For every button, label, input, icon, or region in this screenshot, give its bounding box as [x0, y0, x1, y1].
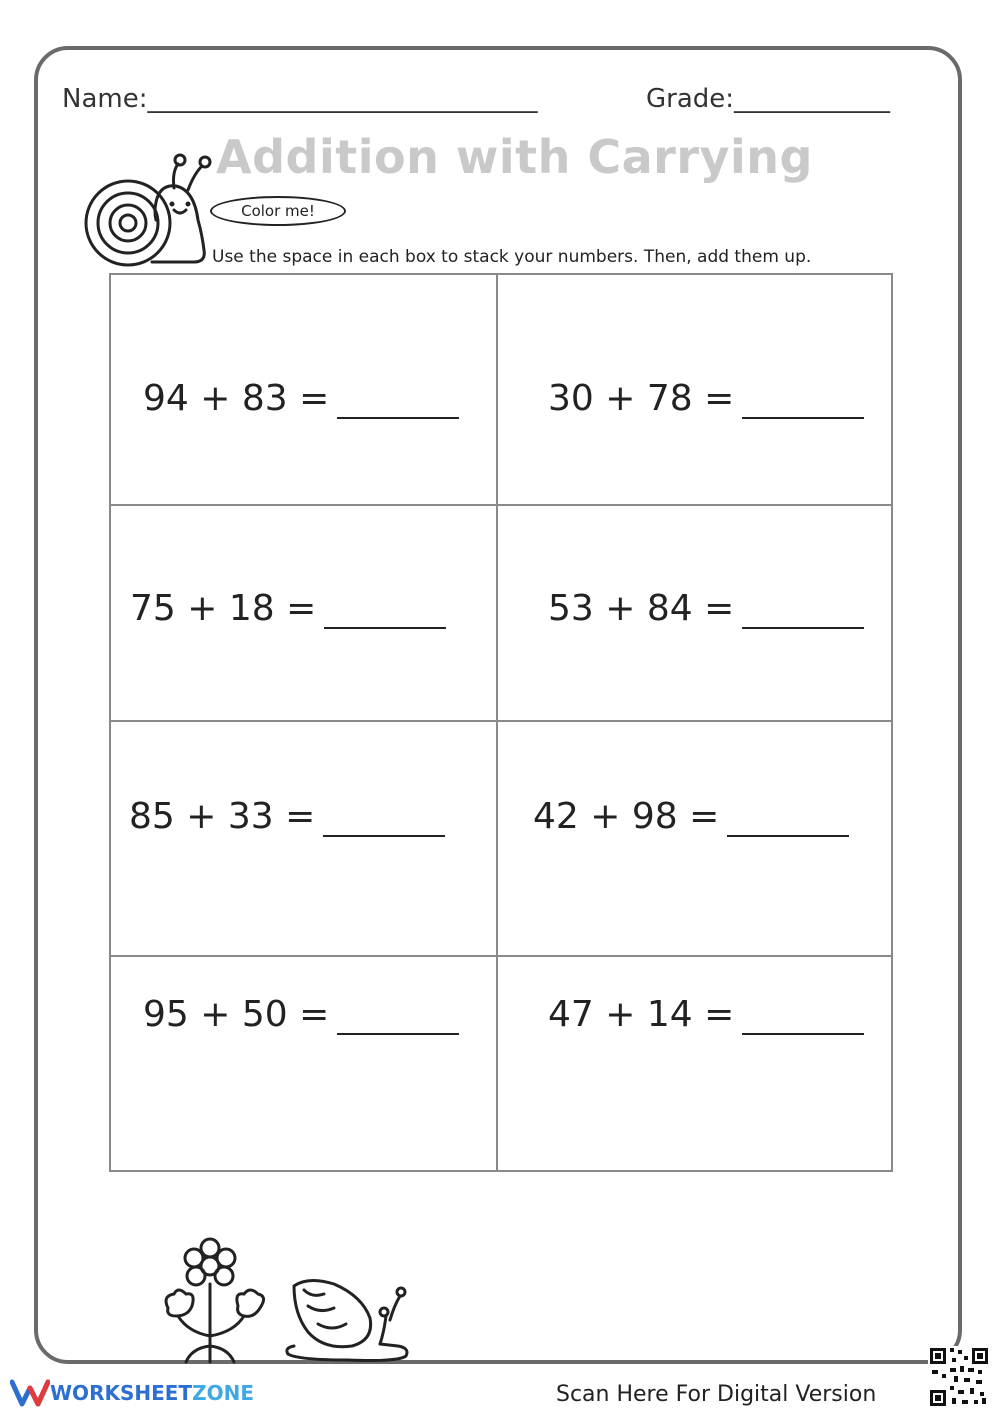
- speech-bubble: Color me!: [210, 196, 346, 226]
- instructions: Use the space in each box to stack your numbers. Then, add them up.: [212, 247, 812, 267]
- bottom-illustration: [148, 1236, 414, 1366]
- problem-2-text: 30 + 78 =: [548, 378, 735, 419]
- grid-divider-row-1: [109, 504, 893, 506]
- snail-small-icon: [287, 1280, 407, 1360]
- problem-3-text: 75 + 18 =: [130, 588, 317, 629]
- scan-caption: Scan Here For Digital Version: [556, 1382, 877, 1407]
- answer-blank-6[interactable]: [727, 801, 849, 837]
- answer-blank-7[interactable]: [337, 999, 459, 1035]
- grade-field: Grade:____________: [646, 84, 891, 114]
- problem-7: [143, 994, 459, 1035]
- problem-1-text: 94 + 83 =: [143, 378, 330, 419]
- brand-name-part1: WORKSHEET: [50, 1381, 193, 1405]
- problem-4-text: 53 + 84 =: [548, 588, 735, 629]
- snail-icon: [82, 150, 212, 274]
- problem-5: [129, 796, 445, 837]
- answer-blank-4[interactable]: [742, 593, 864, 629]
- problem-5-text: 85 + 33 =: [129, 796, 316, 837]
- problem-4: [548, 588, 864, 629]
- answer-blank-5[interactable]: [323, 801, 445, 837]
- problem-6-text: 42 + 98 =: [533, 796, 720, 837]
- problem-7-text: 95 + 50 =: [143, 994, 330, 1035]
- problem-8-text: 47 + 14 =: [548, 994, 735, 1035]
- qr-code-icon: [928, 1346, 990, 1408]
- problem-8: [548, 994, 864, 1035]
- problem-2: [548, 378, 864, 419]
- answer-blank-3[interactable]: [324, 593, 446, 629]
- grid-divider-row-2: [109, 720, 893, 722]
- brand-name-part2: ZONE: [192, 1381, 254, 1405]
- problem-3: [130, 588, 446, 629]
- answer-blank-8[interactable]: [742, 999, 864, 1035]
- worksheet-title: Addition with Carrying: [216, 130, 813, 184]
- logo-icon: [10, 1378, 50, 1408]
- problem-1: [143, 378, 459, 419]
- brand-logo: [10, 1378, 254, 1408]
- answer-blank-1[interactable]: [337, 383, 459, 419]
- answer-blank-2[interactable]: [742, 383, 864, 419]
- grid-divider-row-3: [109, 955, 893, 957]
- grid-divider-vertical: [496, 273, 498, 1172]
- name-field: Name:______________________________: [62, 84, 538, 114]
- flower-icon: [166, 1239, 264, 1362]
- problem-6: [533, 796, 849, 837]
